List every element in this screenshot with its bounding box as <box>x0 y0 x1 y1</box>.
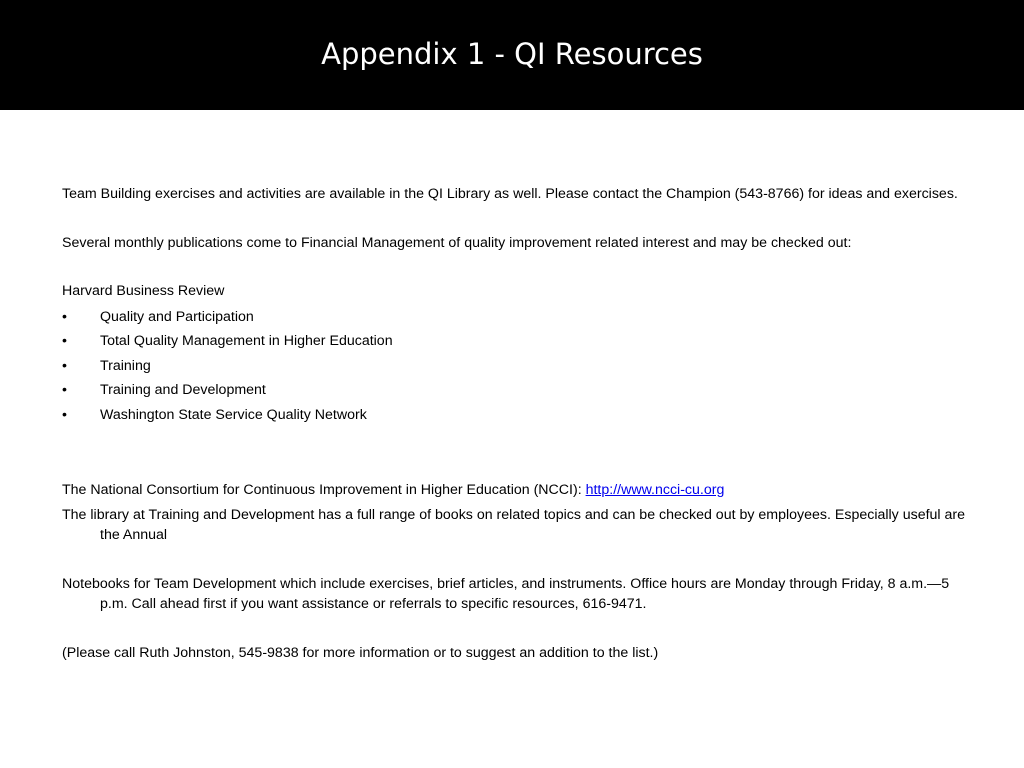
list-item <box>62 354 972 379</box>
notebooks-paragraph: Notebooks for Team Development which include exercises, brief articles, and instruments. Office hours are Monday through Friday, 8 a.m.—5 p.m. Call ahead first if you want assistance or referrals to specific resources, 616-9471. <box>62 575 950 612</box>
list-item-label: Training <box>100 357 151 374</box>
contact-paragraph: (Please call Ruth Johnston, 545-9838 for more information or to suggest an addition to the list.) <box>62 644 659 661</box>
library-paragraph: The library at Training and Development has a full range of books on related topics and can be checked out by employees. Especially useful are the Annual <box>62 506 966 543</box>
title-bar <box>0 0 1024 110</box>
bullet-icon: • <box>62 382 67 398</box>
list-item <box>62 329 972 354</box>
publications-list <box>62 305 972 428</box>
bullet-icon: • <box>62 308 67 325</box>
list-item-label: Total Quality Management in Higher Education <box>100 333 393 349</box>
list-item-label: Training and Development <box>100 382 266 398</box>
ncci-text: The National Consortium for Continuous Improvement in Higher Education (NCCI): <box>62 482 586 498</box>
ncci-paragraph <box>62 480 972 501</box>
bullet-icon: • <box>62 357 67 374</box>
list-heading: Harvard Business Review <box>62 283 225 299</box>
bullet-icon: • <box>62 333 67 349</box>
list-item <box>62 403 972 428</box>
ncci-link[interactable]: http://www.ncci-cu.org <box>585 482 725 498</box>
slide-content <box>62 184 972 663</box>
list-item-label: Washington State Service Quality Network <box>100 406 367 423</box>
list-item <box>62 305 972 330</box>
slide-title: Appendix 1 - QI Resources <box>321 37 703 71</box>
bullet-icon: • <box>62 406 67 423</box>
list-item <box>62 378 972 403</box>
publications-intro-paragraph: Several monthly publications come to Financial Management of quality improvement related interest and may be checked out: <box>62 234 852 251</box>
team-building-paragraph: Team Building exercises and activities are available in the QI Library as well. Please contact the Champion (543-8766) for ideas and exercises. <box>62 186 958 202</box>
list-item-label: Quality and Participation <box>100 308 254 325</box>
